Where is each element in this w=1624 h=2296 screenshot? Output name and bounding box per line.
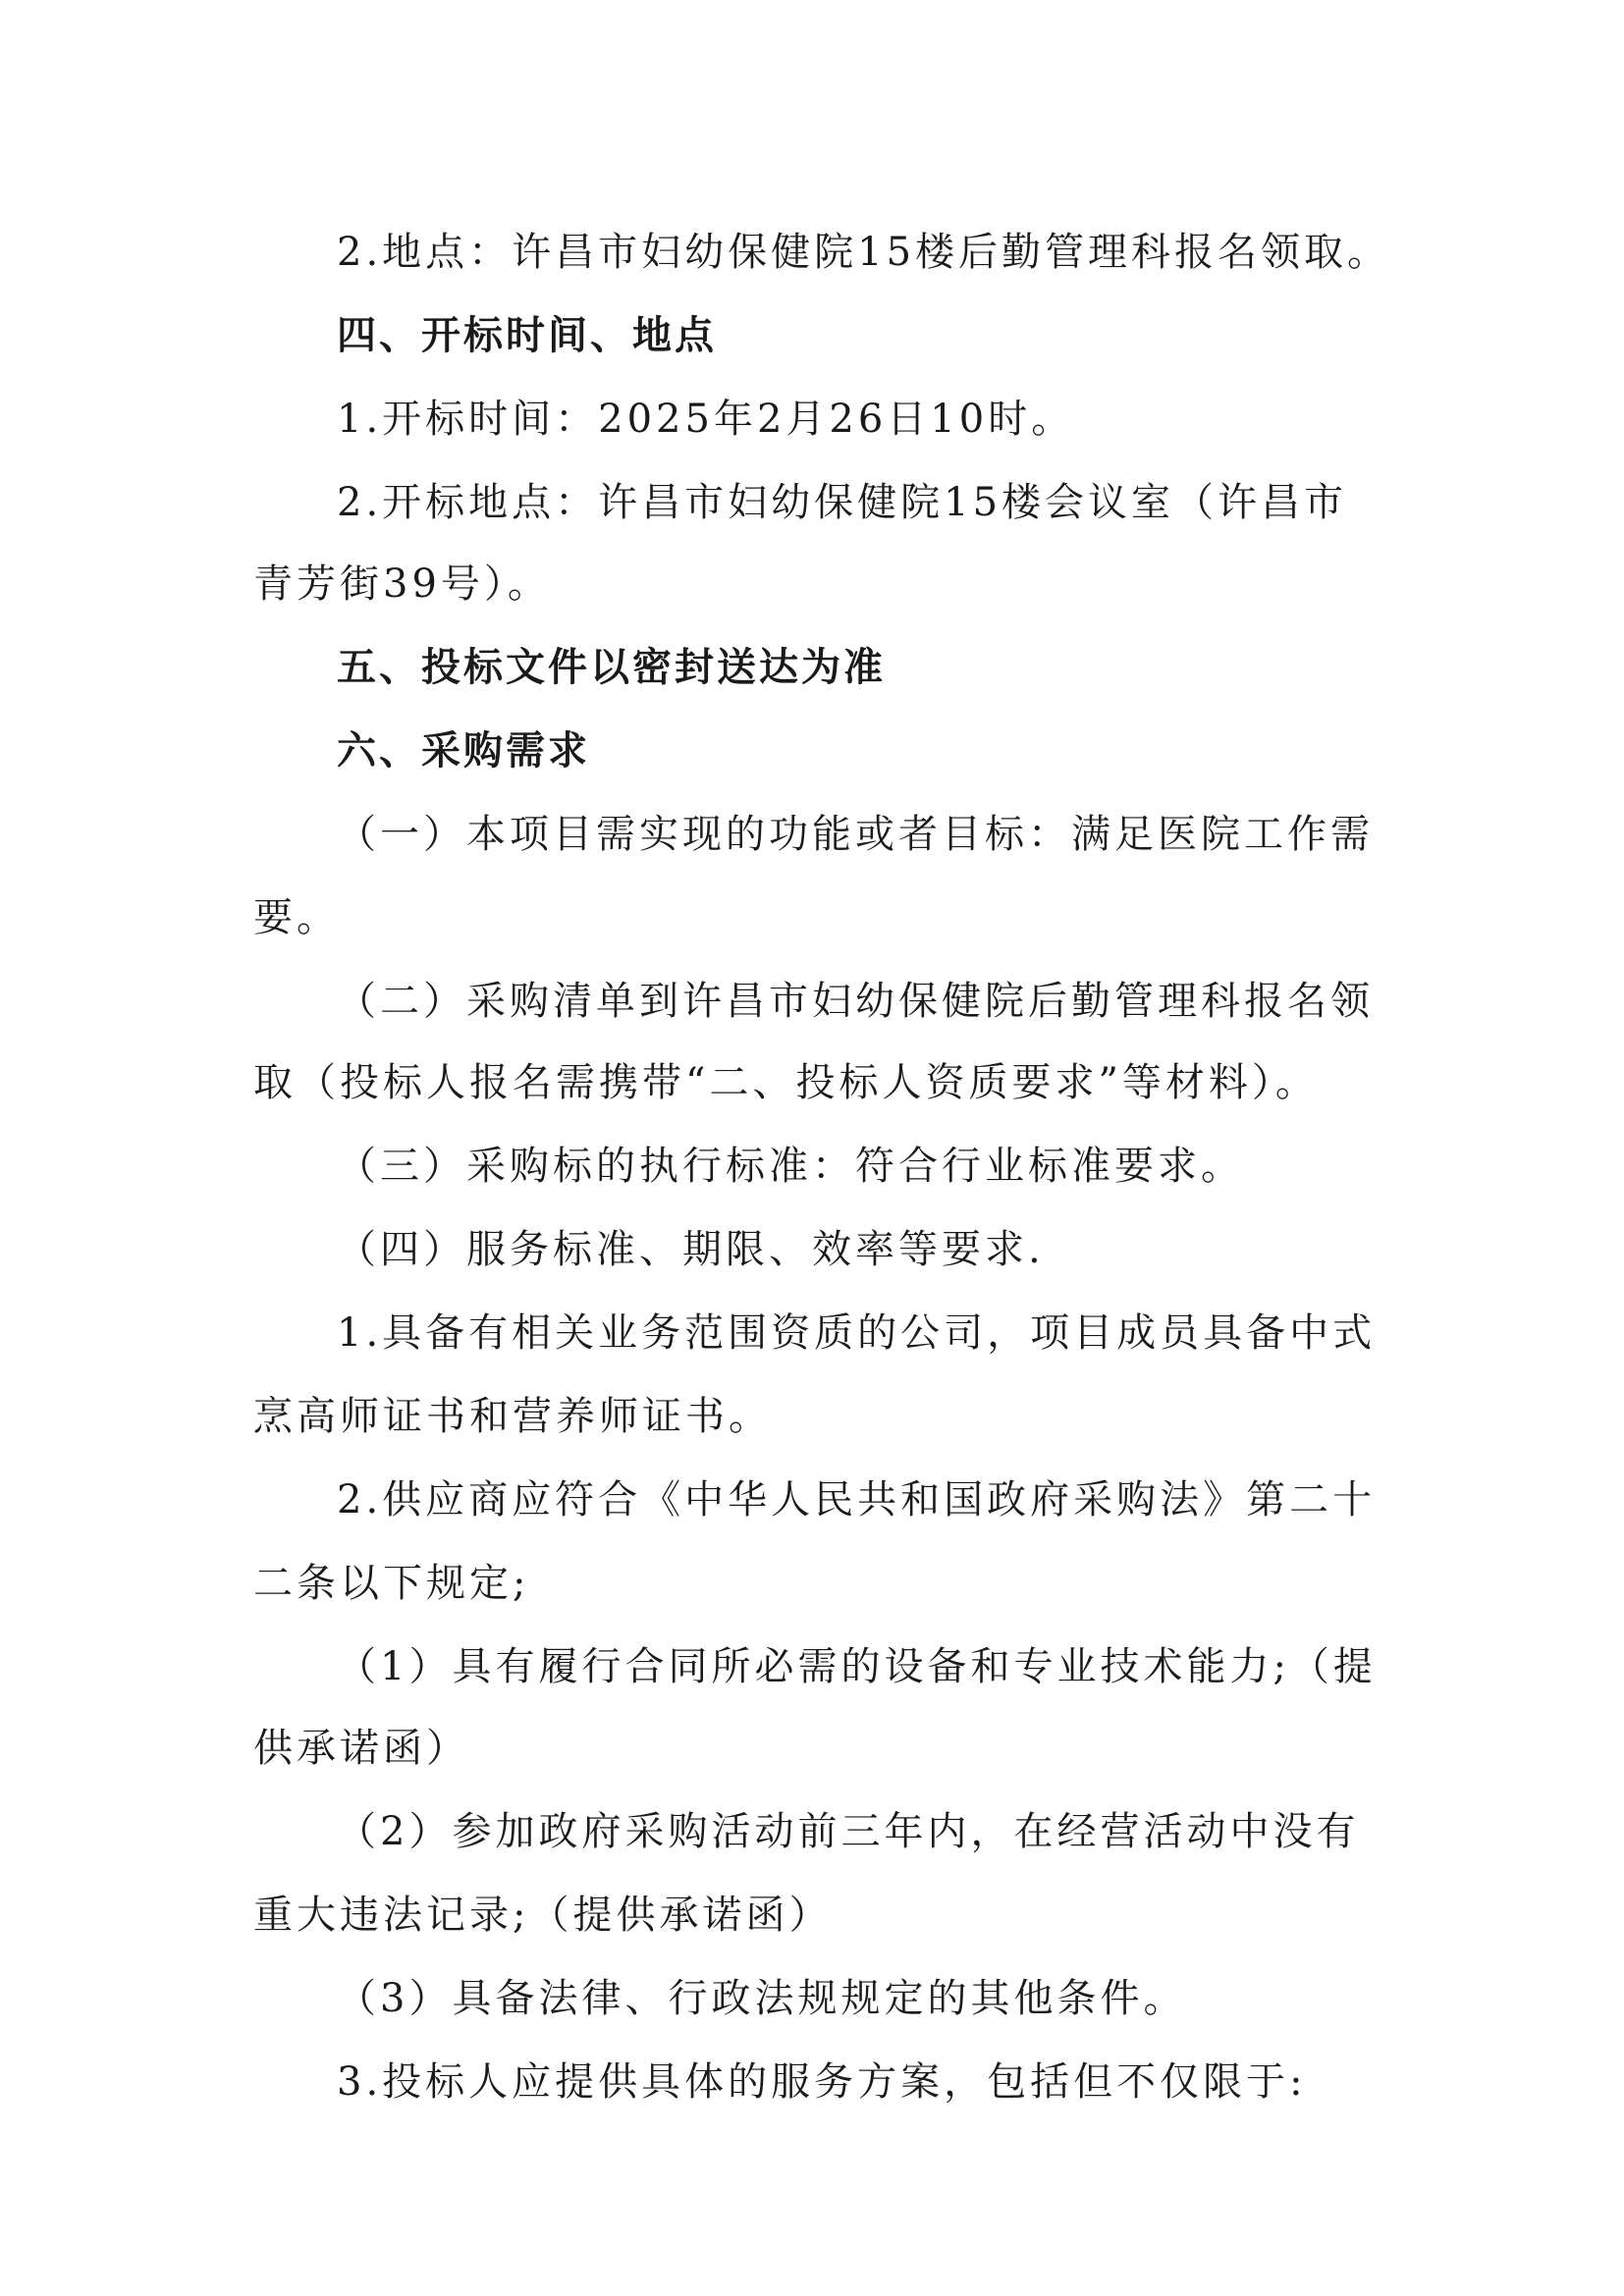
service-item-3: 3.投标人应提供具体的服务方案，包括但不仅限于: <box>337 2059 1307 2105</box>
section-heading-sealed-delivery: 五、投标文件以密封送达为准 <box>337 645 886 690</box>
condition-1: （1）具有履行合同所必需的设备和专业技术能力;（提 <box>337 1644 1377 1689</box>
location-line: 2.地点：许昌市妇幼保健院15楼后勤管理科报名领取。 <box>337 230 1391 275</box>
requirement-1: （一）本项目需实现的功能或者目标：满足医院工作需 <box>337 812 1374 857</box>
condition-3: （3）具备法律、行政法规规定的其他条件。 <box>337 1976 1187 2021</box>
service-item-2: 2.供应商应符合《中华人民共和国政府采购法》第二十 <box>337 1477 1377 1522</box>
requirement-2: （二）采购清单到许昌市妇幼保健院后勤管理科报名领 <box>337 979 1374 1024</box>
condition-2-cont: 重大违法记录;（提供承诺函） <box>253 1893 833 1938</box>
bid-opening-location: 2.开标地点：许昌市妇幼保健院15楼会议室（许昌市 <box>337 480 1348 525</box>
requirement-4: （四）服务标准、期限、效率等要求. <box>337 1227 1045 1272</box>
requirement-3: （三）采购标的执行标准：符合行业标准要求。 <box>337 1144 1244 1189</box>
section-heading-requirements: 六、采购需求 <box>337 728 590 774</box>
service-item-1: 1.具备有相关业务范围资质的公司，项目成员具备中式 <box>337 1310 1377 1356</box>
section-heading-bid-opening: 四、开标时间、地点 <box>337 313 717 358</box>
condition-2: （2）参加政府采购活动前三年内，在经营活动中没有 <box>337 1809 1360 1854</box>
service-item-2-cont: 二条以下规定; <box>253 1561 530 1606</box>
requirement-2-cont: 取（投标人报名需携带“二、投标人资质要求”等材料）。 <box>253 1060 1319 1105</box>
bid-opening-location-cont: 青芳街39号）。 <box>253 561 551 607</box>
requirement-1-cont: 要。 <box>253 895 340 940</box>
bid-opening-time: 1.开标时间：2025年2月26日10时。 <box>337 397 1075 442</box>
service-item-1-cont: 烹高师证书和营养师证书。 <box>253 1394 772 1439</box>
condition-1-cont: 供承诺函） <box>253 1726 469 1771</box>
